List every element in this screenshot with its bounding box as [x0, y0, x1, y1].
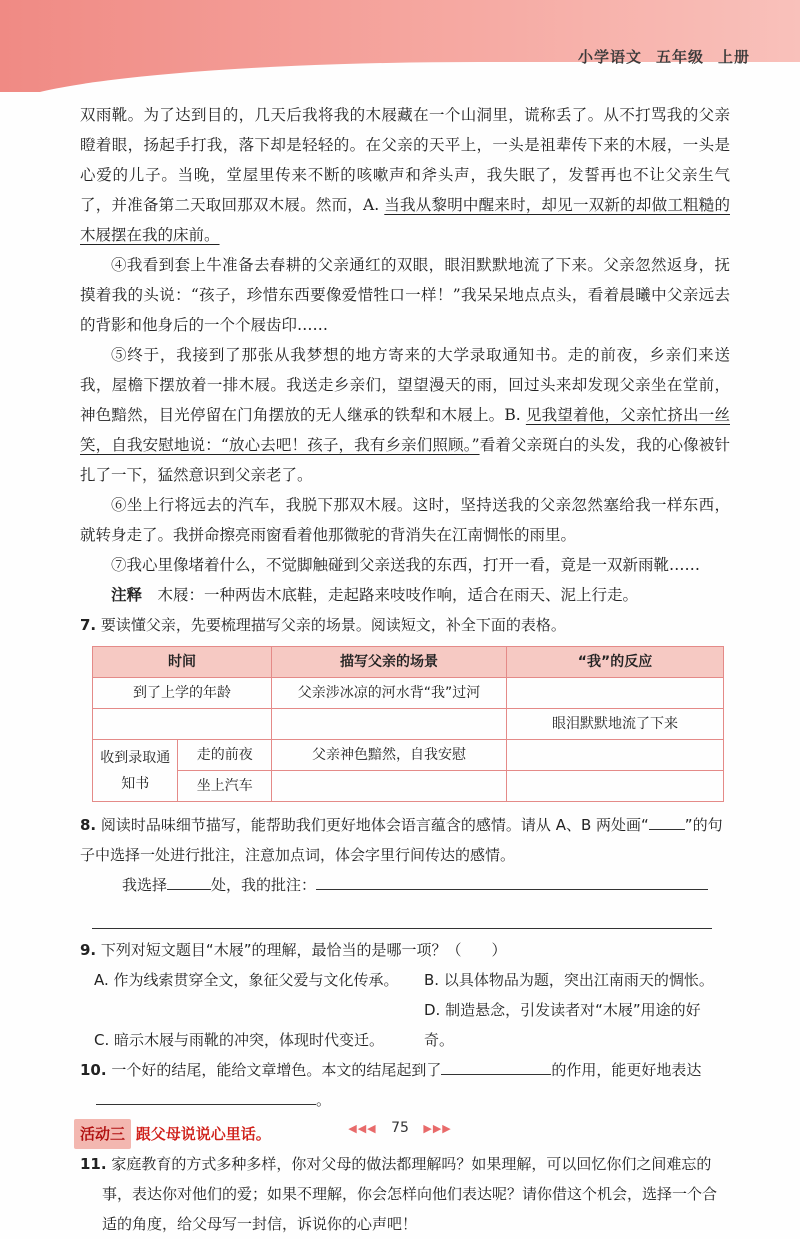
page-header: [564, 46, 750, 67]
page-footer: [0, 1120, 800, 1136]
option-d[interactable]: D. 制造悬念，引发读者对“木屐”用途的好奇。: [424, 1001, 701, 1049]
header-subject: 小学语文: [577, 48, 642, 66]
answer-cell[interactable]: [272, 771, 507, 802]
q8-answer-line: 我选择 处，我的批注：: [80, 870, 730, 900]
question-11: 11. 家庭教育的方式多种多样，你对父母的做法都理解吗？如果理解，可以回忆你们之间难忘的事，表达你对他们的爱；如果不理解，你会怎样向他们表达呢？请你借这个机会，选择一个合适的角度，给父母写一封信，诉说你的心声吧！: [80, 1155, 718, 1233]
effect-blank[interactable]: [441, 1056, 551, 1075]
answer-line[interactable]: [92, 900, 712, 929]
q10-line-2: 。: [80, 1085, 730, 1115]
passage-paragraph-6: ⑥坐上行将远去的汽车，我脱下那双木屐。这时，坚持送我的父亲忽然塞给我一样东西，就转身走了。我拼命擦亮雨窗看着他那微驼的背消失在江南惆怅的雨里。: [80, 496, 730, 544]
answer-cell[interactable]: [507, 771, 724, 802]
question-10: 10. 一个好的结尾，能给文章增色。本文的结尾起到了 的作用，能更好地表达: [80, 1055, 730, 1085]
question-9: 9. 下列对短文题目“木屐”的理解，最恰当的是哪一项？（ ）: [80, 941, 507, 959]
q9-options: [80, 965, 730, 1055]
activity-label: 活动三: [74, 1119, 131, 1149]
answer-cell[interactable]: [507, 740, 724, 771]
table-row: 收到录取通知书 走的前夜 父亲神色黯然，自我安慰: [93, 740, 724, 771]
option-b[interactable]: B. 以具体物品为题，突出江南雨天的惆怅。: [424, 971, 714, 989]
next-arrows-icon: ▶▶▶: [423, 1122, 452, 1135]
annotation-blank[interactable]: [316, 871, 708, 890]
underline-sample: [649, 811, 685, 830]
answer-cell[interactable]: [507, 678, 724, 709]
express-blank[interactable]: [96, 1086, 316, 1105]
passage-paragraph-5: ⑤终于，我接到了那张从我梦想的地方寄来的大学录取通知书。走的前夜，乡亲们来送我，屋檐下摆放着一排木屐。我送走乡亲们，望望漫天的雨，回过头来却发现父亲坐在堂前，神色黯然，目光停留在门角摆放的无人继承的铁犁和木屐上。B. 见我望着他，父亲忙挤出一丝笑，自我安慰地说：“放心去吧！孩子，我有乡亲们照顾。”看着父亲斑白的头发，我的心像被针扎了一下，猛然意识到父亲老了。: [80, 346, 730, 484]
table-row: 到了上学的年龄 父亲涉冰凉的河水背“我”过河: [93, 678, 724, 709]
table-row: 坐上汽车: [93, 771, 724, 802]
passage-note: 注释 木屐：一种两齿木底鞋，走起路来吱吱作响，适合在雨天、泥上行走。: [111, 586, 639, 604]
choice-blank[interactable]: [167, 871, 211, 890]
passage-paragraph-4: ④我看到套上牛准备去春耕的父亲通红的双眼，眼泪默默地流了下来。父亲忽然返身，抚摸着我的头说：“孩子，珍惜东西要像爱惜牲口一样！”我呆呆地点点头，看着晨曦中父亲远去的背影和他身后的一个个屐齿印……: [80, 256, 730, 334]
header-volume: 上册: [717, 48, 750, 66]
sentence-a: 当我从黎明中醒来时，却见一双新的却做工粗糙的木屐摆在我的床前。: [80, 196, 730, 244]
question-7: 7. 要读懂父亲，先要梳理描写父亲的场景。阅读短文，补全下面的表格。: [80, 616, 566, 634]
table-row: 眼泪默默地流了下来: [93, 709, 724, 740]
scene-table: [92, 646, 724, 802]
page-number: 75: [391, 1120, 409, 1136]
activity-title: 跟父母说说心里话。: [135, 1125, 271, 1143]
group-label: 收到录取通知书: [93, 740, 178, 802]
table-header-reaction: “我”的反应: [507, 647, 724, 678]
passage-paragraph-7: ⑦我心里像堵着什么，不觉脚触碰到父亲送我的东西，打开一看，竟是一双新雨靴……: [111, 556, 701, 574]
table-header-time: 时间: [93, 647, 272, 678]
sentence-b: 见我望着他，父亲忙挤出一丝笑，自我安慰地说：“放心去吧！孩子，我有乡亲们照顾。”: [80, 406, 730, 454]
answer-cell[interactable]: [93, 709, 272, 740]
prev-arrows-icon: ◀◀◀: [348, 1122, 377, 1135]
header-grade: 五年级: [655, 48, 704, 66]
option-a[interactable]: A. 作为线索贯穿全文，象征父爱与文化传承。: [94, 971, 399, 989]
answer-cell[interactable]: [272, 709, 507, 740]
table-header-scene: 描写父亲的场景: [272, 647, 507, 678]
page-content: [80, 100, 730, 1239]
option-c[interactable]: C. 暗示木屐与雨靴的冲突，体现时代变迁。: [94, 1031, 385, 1049]
question-8: 8. 阅读时品味细节描写，能帮助我们更好地体会语言蕴含的感情。请从 A、B 两处画“ ”的句子中选择一处进行批注，注意加点词，体会字里行间传达的感情。: [80, 810, 730, 870]
passage-paragraph-3: 双雨靴。为了达到目的，几天后我将我的木屐藏在一个山洞里，谎称丢了。从不打骂我的父亲瞪着眼，扬起手打我，落下却是轻轻的。在父亲的天平上，一头是祖辈传下来的木屐，一头是心爱的儿子。当晚，堂屋里传来不断的咳嗽声和斧头声，我失眠了，发誓再也不让父亲生气了，并准备第二天取回那双木屐。然而，A. 当我从黎明中醒来时，却见一双新的却做工粗糙的木屐摆在我的床前。: [80, 106, 730, 244]
